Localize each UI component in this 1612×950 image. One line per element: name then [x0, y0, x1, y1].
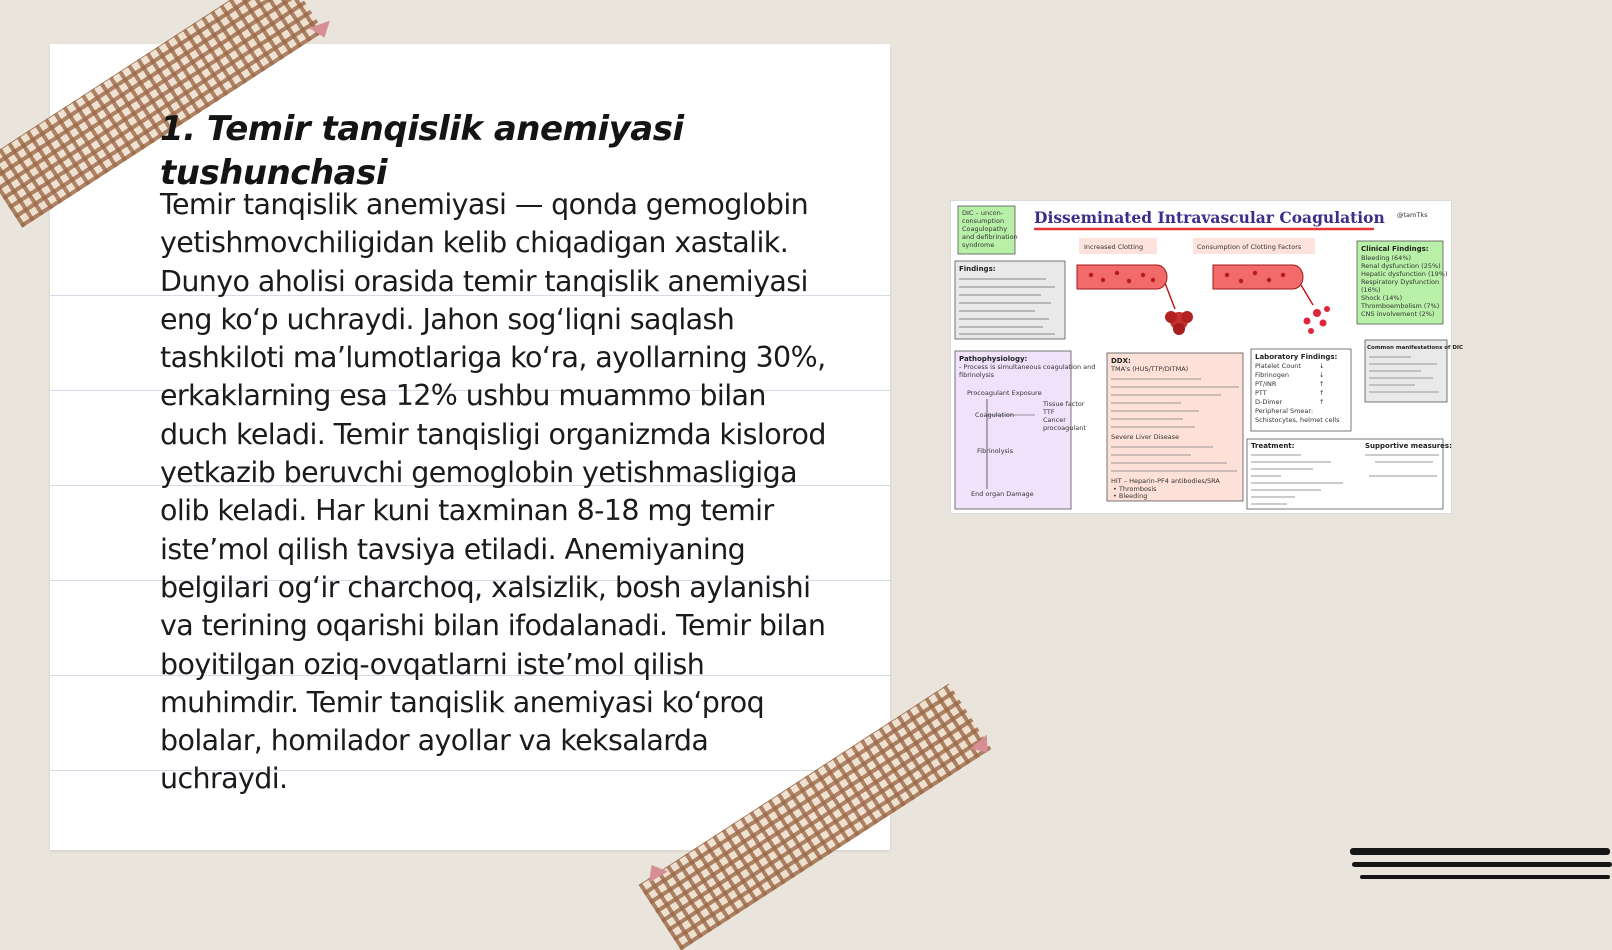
patho-step: Procoagulant Exposure: [967, 389, 1042, 397]
lab-arrow: ↑: [1319, 398, 1325, 406]
supportive-title: Supportive measures:: [1365, 442, 1452, 450]
lab-arrow: ↑: [1319, 389, 1325, 397]
def-line: Coagulopathy: [962, 225, 1008, 233]
lab-item: Schistocytes, helmet cells: [1255, 416, 1340, 424]
patho-note: Tissue factor: [1043, 400, 1085, 408]
patho-step: Coagulation: [975, 411, 1014, 419]
clinical-item: Bleeding (64%): [1361, 254, 1412, 262]
common-title: Common manifestations of DIC: [1367, 345, 1463, 351]
lab-item: Fibrinogen: [1255, 371, 1290, 379]
ddx-line: Severe Liver Disease: [1111, 433, 1180, 441]
ddx-line: • Thrombosis: [1113, 485, 1157, 493]
clinical-item: Hepatic dysfunction (19%): [1361, 270, 1448, 278]
lab-arrow: ↑: [1319, 380, 1325, 388]
decorative-stripe: [1352, 862, 1612, 867]
decorative-stripe: [1350, 848, 1610, 855]
dic-infographic: [950, 200, 1463, 514]
lab-item: PT/INR: [1255, 380, 1277, 388]
slide-body-text: Temir tanqislik anemiyasi — qonda gemoglobin yetishmovchiligidan kelib chiqadigan xastalik. Dunyo aholisi orasida temir tanqislik anemiyasi eng ko‘p uchraydi. Jahon sog‘liqni saqlash tashkiloti ma’lumotlariga ko‘ra, ayollarning 30%, erkaklarning esa 12% ushbu muammo bilan duch keladi. Temir tanqisligi organizmda kislorod yetkazib beruvchi gemoglobin yetishmasligiga olib keladi. Har kuni taxminan 8-18 mg temir iste’mol qilish tavsiya etiladi. Anemiyaning belgilari og‘ir charchoq, xalsizlik, bosh aylanishi va terining oqarishi bilan ifodalanadi. Temir bilan boyitilgan oziq-ovqatlarni iste’mol qilish muhimdir. Temir tanqislik anemiyasi ko‘proq bolalar, homilador ayollar va keksalarda uchraydi.: [160, 188, 826, 796]
patho-note: Cancer: [1043, 416, 1066, 424]
ddx-line: HIT – Heparin-PF4 antibodies/SRA: [1111, 477, 1220, 485]
clinical-item: Renal dysfunction (25%): [1361, 262, 1441, 270]
patho-note: TTF: [1043, 408, 1055, 416]
clinical-item: Shock (14%): [1361, 294, 1403, 302]
clinical-item: (16%): [1361, 286, 1381, 294]
ddx-line: TMA's (HUS/TTP/DITMA): [1111, 365, 1189, 373]
increased-clotting-label: Increased Clotting: [1084, 243, 1144, 251]
def-line: DIC – uncon-: [962, 209, 1004, 217]
lab-item: D-Dimer: [1255, 398, 1283, 406]
def-line: syndrome: [962, 241, 995, 249]
twitter-handle: @tamTks: [1397, 211, 1428, 219]
def-line: consumption: [962, 217, 1005, 225]
infographic-svg: [951, 201, 1463, 513]
lab-arrow: ↓: [1319, 362, 1325, 370]
lab-item: Peripheral Smear:: [1255, 407, 1314, 415]
consumption-label: Consumption of Clotting Factors: [1197, 243, 1302, 251]
lab-item: Platelet Count: [1255, 362, 1301, 370]
infographic-header: Disseminated Intravascular Coagulation: [1034, 208, 1385, 227]
patho-sub: fibrinolysis: [959, 371, 995, 379]
patho-title: Pathophysiology:: [959, 355, 1028, 363]
clinical-item: Thromboembolism (7%): [1361, 302, 1440, 310]
lab-item: PTT: [1255, 389, 1267, 397]
ddx-title: DDX:: [1111, 357, 1131, 365]
clinical-item: CNS involvement (2%): [1361, 310, 1435, 318]
findings-title: Findings:: [959, 265, 996, 273]
ddx-line: • Bleeding: [1113, 492, 1148, 500]
patho-step: Fibrinolysis: [977, 447, 1014, 455]
treatment-title: Treatment:: [1251, 442, 1295, 450]
lab-title: Laboratory Findings:: [1255, 353, 1338, 361]
def-line: and defibrination: [962, 233, 1018, 241]
lab-arrow: ↓: [1319, 371, 1325, 379]
patho-note: procoagulant: [1043, 424, 1086, 432]
clinical-title: Clinical Findings:: [1361, 245, 1429, 253]
decorative-stripe: [1360, 875, 1610, 879]
patho-sub: - Process is simultaneous coagulation and: [959, 363, 1096, 371]
clinical-item: Respiratory Dysfunction: [1361, 278, 1440, 286]
patho-step: End organ Damage: [971, 490, 1034, 498]
slide-title: 1. Temir tanqislik anemiyasi tushunchasi: [160, 109, 684, 193]
